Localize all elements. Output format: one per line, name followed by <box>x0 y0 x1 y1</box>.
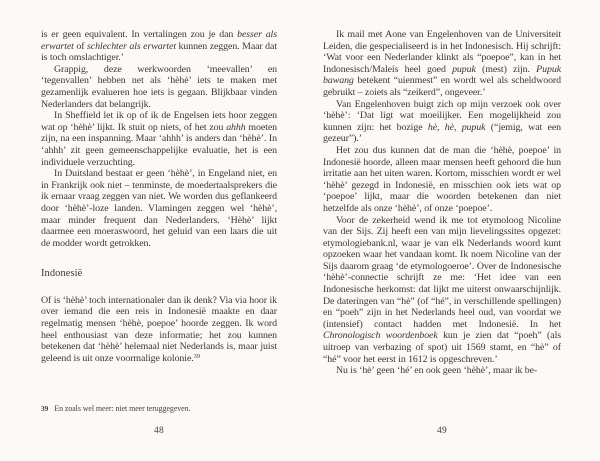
italic-text: hè, hè, pupuk <box>427 121 486 133</box>
italic-text: ahhh <box>226 121 246 133</box>
footnote-number: 39 <box>41 404 49 413</box>
paragraph <box>323 145 561 215</box>
body-text: kun je zien dat “poeh” (als uitroep van verbazing of spot) uit 1569 stamt, en “hè” of “hé” voor het eerst in 1612 is opgeschreven.’ <box>323 330 561 365</box>
page-number-right: 49 <box>437 426 447 436</box>
footnote-reference: 39 <box>193 352 201 360</box>
italic-text: besser als erwartet <box>41 29 277 52</box>
section-heading: Indonesië <box>41 268 83 280</box>
italic-text: Chronologisch woordenboek <box>323 330 438 342</box>
body-text: In Sheffield let ik op of ik de Engelsen iets hoor zeggen wat op ‘hèhè’ lijkt. Ik stuit op niets, of het zou <box>41 110 277 133</box>
paragraph <box>323 215 561 366</box>
body-text: Van Engelenhoven buigt zich op mijn verzoek ook over ‘hèhè’: ‘Dat ligt wat moeilijker. Een mogelijkheid zou kunnen zijn: het bozige <box>323 98 561 133</box>
page-left-text <box>41 29 277 364</box>
body-text: (mest) zijn. <box>475 63 537 75</box>
page-left <box>41 29 277 449</box>
body-text: Ik mail met Aone van Engelenhoven van de Universiteit Leiden, die gespecialiseerd is in het Indonesisch. Hij schrijft: ‘Wat voor een Nederlander klinkt als “poepoe”, kan in het Indonesisch/Maleis heel goed <box>323 29 561 75</box>
paragraph <box>41 64 277 110</box>
body-text: Nu is ‘hè’ geen ‘hé’ en ook geen ‘hèhè’, maar ik be- <box>336 365 538 377</box>
body-text: Grappig, deze werkwoorden ‘meevallen’ en ‘tegenvallen’ hebben net als ‘hèhè’ iets te maken met gezamenlijk evalueren hoe iets is gegaan. Blijkbaar vinden Nederlanders dat belangrijk. <box>41 63 277 110</box>
body-text: Voor de zekerheid wend ik me tot etymoloog Nicoline van der Sijs. Zij heeft een van mijn lievelingssites opgezet: etymologiebank.nl, waar je van elk Nederlands woord kunt opzoeken waar het vandaan komt. Ik noem Nicoline van der Sijs daarom graag ‘de etymologoeroe’. Over de Indonesische ‘hèhè’-connectie schrijft ze me: ‘Het idee van een Indonesische herkomst: dat lijkt me uiterst onwaarschijnlijk. De dateringen van “hè” (of “hé”, in verschillende spellingen) en “poeh” zijn in het Nederlands heel oud, van voordat we (intensief) contact hadden met Indonesië. In het <box>323 214 561 330</box>
page-number-left: 48 <box>154 426 164 436</box>
page-right-text <box>323 29 561 377</box>
italic-text: schlechter als erwartet <box>87 40 176 52</box>
body-text: kunnen zeggen. Maar dat is toch omslachtiger.’ <box>41 40 278 64</box>
footnote <box>41 404 277 414</box>
paragraph <box>323 99 561 145</box>
body-text: Of is ‘hèhè’ toch internationaler dan ik denk? Via via hoor ik over iemand die een reis in Indonesië maakte en daar regelmatig mensen ‘hèhè, poepoe’ hoorde zeggen. Ik word heel enthousiast van deze informatie; het zou kunnen betekenen dat ‘hèhè’ helemaal niet Nederlands is, maar juist geleend is uit onze voormalige kolonie. <box>41 294 277 364</box>
body-text: moeten zijn, na een inspanning. Maar ‘ahhh’ is anders dan ‘hèhè’. In ‘ahhh’ zit geen gemeenschappelijke evaluatie, het is een individuele verzuchting. <box>41 121 277 168</box>
paragraph <box>323 29 561 99</box>
body-text: (“jemig, wat een gezeur”).’ <box>323 121 562 145</box>
body-text: of <box>73 40 87 52</box>
paragraph <box>41 110 277 168</box>
paragraph <box>41 295 277 365</box>
body-text: betekent “uienmest” en wordt wel als scheldwoord gebruikt – zoiets als “zeikerd”, ongeveer.’ <box>323 75 561 98</box>
body-text: is er geen equivalent. In vertalingen zou je dan <box>41 29 238 40</box>
italic-text: Pupuk bawang <box>323 63 561 87</box>
paragraph <box>41 168 277 249</box>
italic-text: pupuk <box>452 63 476 75</box>
body-text: In Duitsland bestaat er geen ‘hèhè’, in Engeland niet, en in Frankrijk ook niet – tenminste, de moedertaalsprekers die ik ernaar vraag zeggen van niet. We worden dus geflankeerd door ‘hèhè’-loze landen. Vlamingen zeggen wel ‘hèhè’, maar minder frequent dan Nederlanders. ‘Hèhè’ lijkt daarmee een moeraswoord, het geluid van een laars die uit de modder wordt getrokken. <box>41 168 277 249</box>
body-text: Het zou dus kunnen dat de man die ‘hèhè, poepoe’ in Indonesië hoorde, alleen maar mensen heeft gehoord die hun irritatie aan het uiten waren. Kortom, misschien wordt er wel ‘hèhè’ gezegd in Indonesië, en misschien ook iets wat op ‘poepoe’ lijkt, maar die woorden betekenen dan niet hetzelfde als onze ‘hèhè’, of onze ‘poepoe’. <box>323 144 561 214</box>
paragraph <box>323 365 561 377</box>
footnote-text: En zoals wel meer: niet meer teruggegeven. <box>54 404 191 413</box>
page-right <box>323 29 561 449</box>
paragraph <box>41 29 277 64</box>
